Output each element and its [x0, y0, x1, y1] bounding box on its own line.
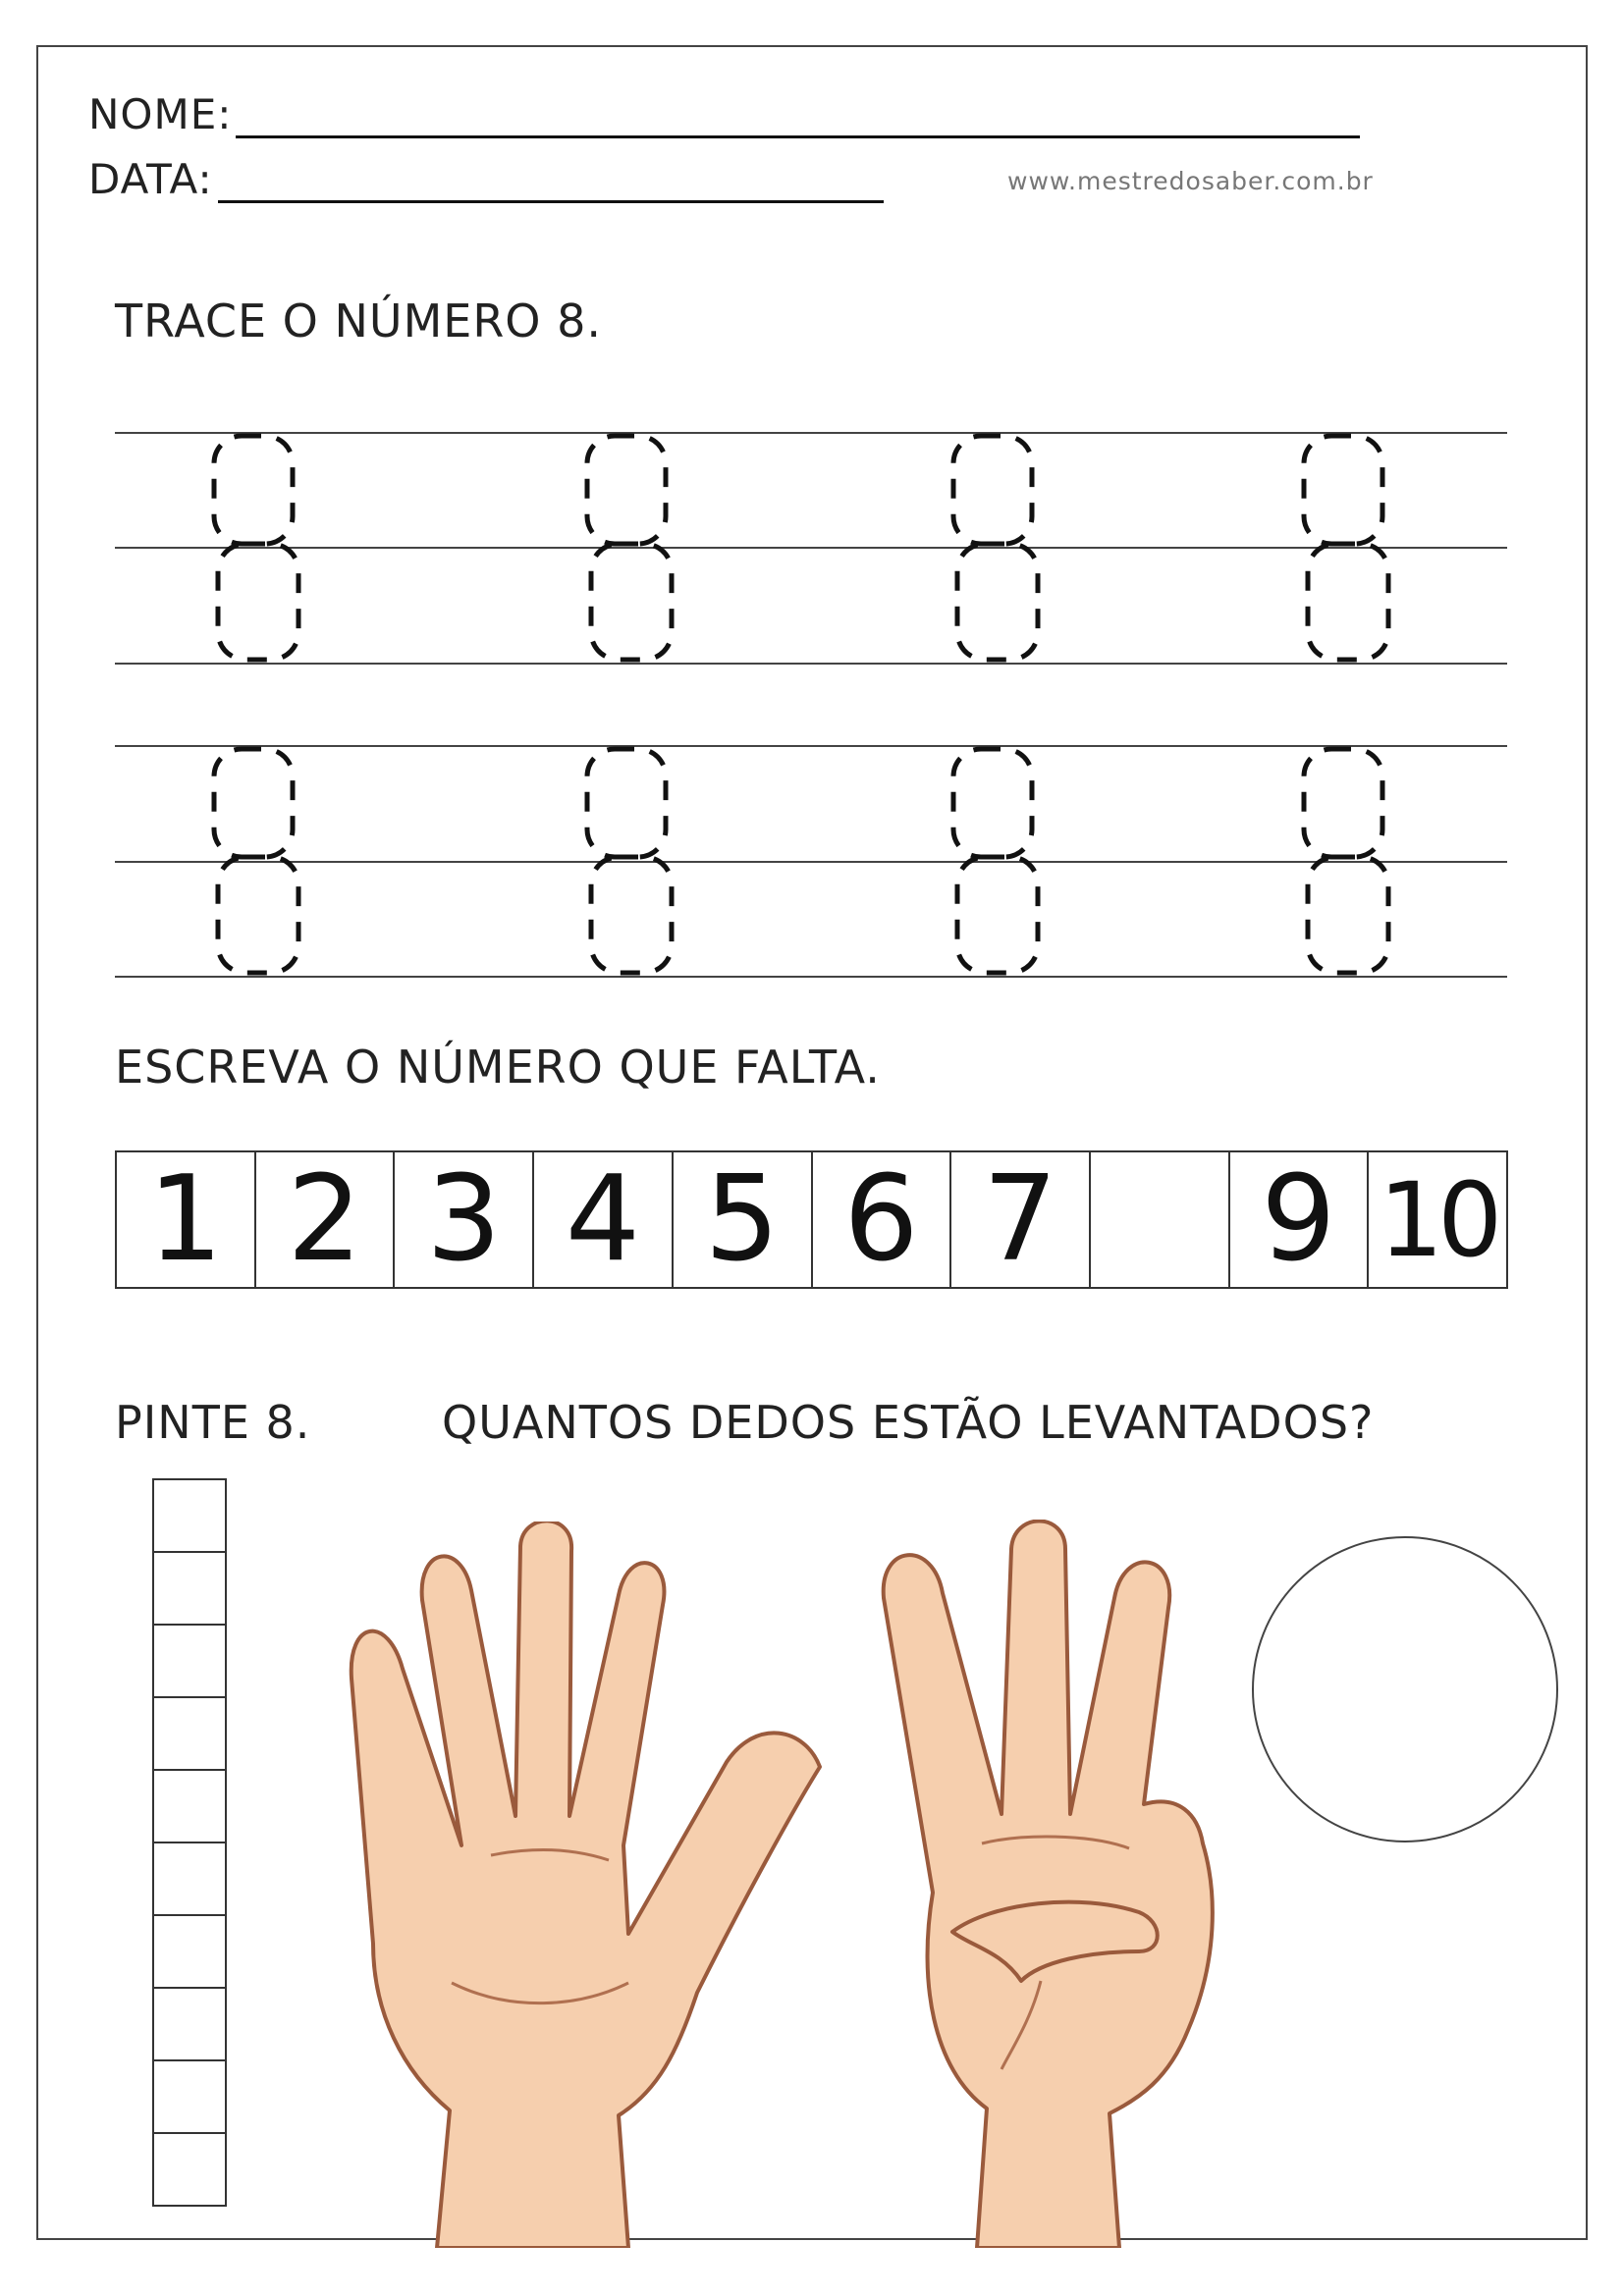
name-label: NOME: — [88, 90, 233, 138]
paint-square[interactable] — [152, 1769, 227, 1842]
website-url: www.mestredosaber.com.br — [1007, 167, 1374, 195]
paint-square[interactable] — [152, 2132, 227, 2207]
paint-squares-column — [152, 1478, 225, 2207]
fingers-question: QUANTOS DEDOS ESTÃO LEVANTADOS? — [442, 1396, 1375, 1449]
answer-circle[interactable] — [1252, 1536, 1558, 1842]
paint-square[interactable] — [152, 1478, 227, 1551]
number-box: 10 — [1379, 1159, 1497, 1280]
paint-square[interactable] — [152, 2059, 227, 2132]
number-box: 7 — [951, 1152, 1091, 1287]
paint-square[interactable] — [152, 1624, 227, 1696]
paint-square[interactable] — [152, 1842, 227, 1914]
number-box: 2 — [256, 1152, 396, 1287]
trace-digit-8[interactable] — [946, 745, 1044, 981]
number-box: 3 — [395, 1152, 534, 1287]
missing-number-box[interactable] — [1091, 1152, 1230, 1287]
trace-digit-8[interactable] — [579, 745, 677, 981]
number-box: 9 — [1230, 1152, 1370, 1287]
missing-number-title: ESCREVA O NÚMERO QUE FALTA. — [115, 1041, 881, 1094]
number-box: 1 — [117, 1152, 256, 1287]
date-label: DATA: — [88, 155, 213, 203]
name-field[interactable] — [236, 94, 1360, 138]
trace-title: TRACE O NÚMERO 8. — [115, 294, 603, 347]
number-sequence-row — [115, 1150, 1508, 1289]
paint-title: PINTE 8. — [115, 1396, 311, 1449]
three-fingers-hand-icon — [864, 1520, 1237, 2248]
paint-square[interactable] — [152, 1987, 227, 2059]
number-box: 6 — [813, 1152, 952, 1287]
number-box: 4 — [534, 1152, 674, 1287]
trace-digit-8[interactable] — [206, 432, 304, 667]
paint-square[interactable] — [152, 1914, 227, 1987]
trace-digit-8[interactable] — [1296, 432, 1394, 667]
date-field[interactable] — [218, 159, 884, 203]
open-hand-icon — [334, 1522, 854, 2248]
trace-digit-8[interactable] — [206, 745, 304, 981]
paint-square[interactable] — [152, 1696, 227, 1769]
number-box: 5 — [674, 1152, 813, 1287]
trace-digit-8[interactable] — [1296, 745, 1394, 981]
paint-square[interactable] — [152, 1551, 227, 1624]
trace-digit-8[interactable] — [946, 432, 1044, 667]
trace-digit-8[interactable] — [579, 432, 677, 667]
